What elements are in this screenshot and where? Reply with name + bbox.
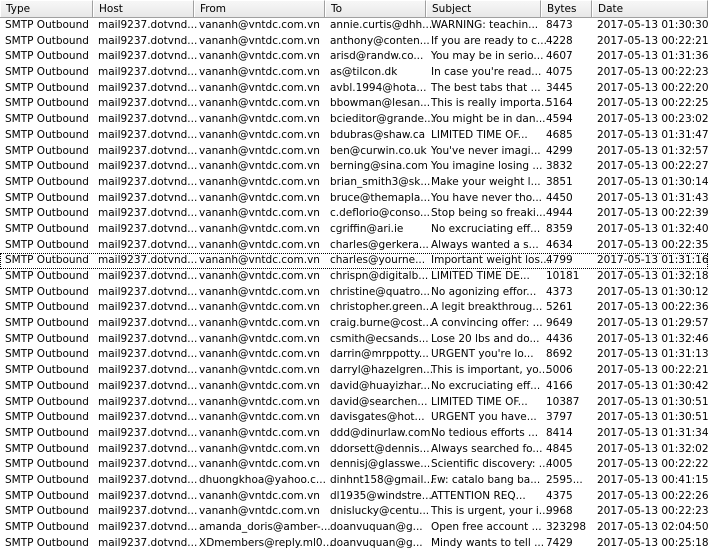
from-cell: vananh@vntdc.com.vn xyxy=(199,505,320,518)
bytes-cell: 4685 xyxy=(546,128,573,141)
host-cell: mail9237.dotvnd... xyxy=(98,285,198,298)
subject-cell: This is urgent, your i... xyxy=(431,505,549,518)
host-cell: mail9237.dotvnd... xyxy=(98,411,198,424)
date-cell: 2017-05-13 01:30:51 xyxy=(597,395,709,408)
type-cell: SMTP Outbound xyxy=(5,191,89,204)
column-header-row xyxy=(0,0,708,18)
from-cell: vananh@vntdc.com.vn xyxy=(199,317,320,330)
to-cell: david@huayizhar... xyxy=(330,379,431,392)
to-cell: bruce@themapla... xyxy=(330,191,431,204)
host-cell: mail9237.dotvnd... xyxy=(98,379,198,392)
to-cell: c.deflorio@conso... xyxy=(330,207,431,220)
date-cell: 2017-05-13 00:22:35 xyxy=(597,238,709,251)
from-cell: vananh@vntdc.com.vn xyxy=(199,379,320,392)
date-cell: 2017-05-13 00:22:27 xyxy=(597,160,709,173)
bytes-cell: 5261 xyxy=(546,301,573,314)
bytes-cell: 2595... xyxy=(546,473,583,486)
from-cell: vananh@vntdc.com.vn xyxy=(199,191,320,204)
from-cell: vananh@vntdc.com.vn xyxy=(199,395,320,408)
date-cell: 2017-05-13 01:31:47 xyxy=(597,128,709,141)
bytes-cell: 323298 xyxy=(546,521,587,533)
bytes-cell: 4944 xyxy=(546,207,573,220)
from-cell: vananh@vntdc.com.vn xyxy=(199,222,320,235)
type-cell: SMTP Outbound xyxy=(5,301,89,314)
bytes-cell: 4450 xyxy=(546,191,573,204)
column-header-host[interactable]: Host xyxy=(93,0,194,17)
subject-cell: Open free account ... xyxy=(431,521,542,533)
date-cell: 2017-05-13 00:22:26 xyxy=(597,489,709,502)
to-cell: ben@curwin.co.uk xyxy=(330,144,427,157)
subject-cell: You may be in serio... xyxy=(431,50,544,63)
date-cell: 2017-05-13 01:31:13 xyxy=(597,348,709,361)
date-cell: 2017-05-13 00:22:21 xyxy=(597,34,709,47)
subject-cell: You might be in dan... xyxy=(431,113,546,126)
type-cell: SMTP Outbound xyxy=(5,128,89,141)
host-cell: mail9237.dotvnd... xyxy=(98,458,198,471)
type-cell: SMTP Outbound xyxy=(5,97,89,110)
to-cell: cgriffin@ari.ie xyxy=(330,222,404,235)
subject-cell: A convincing offer: ... xyxy=(431,317,543,330)
date-cell: 2017-05-13 01:32:18 xyxy=(597,270,709,282)
date-cell: 2017-05-13 01:31:36 xyxy=(597,50,709,63)
host-cell: mail9237.dotvnd... xyxy=(98,81,198,94)
type-cell: SMTP Outbound xyxy=(5,426,89,439)
table-row[interactable] xyxy=(0,238,708,254)
table-row[interactable] xyxy=(0,536,708,551)
table-row[interactable] xyxy=(0,410,708,426)
table-row[interactable] xyxy=(0,457,708,473)
host-cell: mail9237.dotvnd... xyxy=(98,536,198,549)
table-row[interactable] xyxy=(0,363,708,379)
host-cell: mail9237.dotvnd... xyxy=(98,113,198,126)
from-cell: vananh@vntdc.com.vn xyxy=(199,19,320,31)
to-cell: charles@gerkera... xyxy=(330,238,429,251)
to-cell: brian_smith3@sk... xyxy=(330,175,431,188)
date-cell: 2017-05-13 01:30:30 xyxy=(597,19,709,31)
type-cell: SMTP Outbound xyxy=(5,395,89,408)
type-cell: SMTP Outbound xyxy=(5,442,89,455)
from-cell: vananh@vntdc.com.vn xyxy=(199,81,320,94)
to-cell: darryl@hazelgren... xyxy=(330,364,434,377)
host-cell: mail9237.dotvnd... xyxy=(98,160,198,173)
to-cell: annie.curtis@dhh... xyxy=(330,19,433,31)
type-cell: SMTP Outbound xyxy=(5,379,89,392)
host-cell: mail9237.dotvnd... xyxy=(98,332,198,345)
date-cell: 2017-05-13 01:31:43 xyxy=(597,191,709,204)
to-cell: davisgates@hot... xyxy=(330,411,425,424)
date-cell: 2017-05-13 01:32:02 xyxy=(597,442,709,455)
table-row[interactable] xyxy=(0,128,708,144)
to-cell: christine@quatro... xyxy=(330,285,430,298)
subject-cell: URGENT you're lo... xyxy=(431,348,534,361)
bytes-cell: 4228 xyxy=(546,34,573,47)
host-cell: mail9237.dotvnd... xyxy=(98,317,198,330)
from-cell: vananh@vntdc.com.vn xyxy=(199,50,320,63)
host-cell: mail9237.dotvnd... xyxy=(98,144,198,157)
table-row[interactable] xyxy=(0,269,708,285)
subject-cell: LIMITED TIME OF... xyxy=(431,395,528,408)
subject-cell: You imagine losing ... xyxy=(431,160,543,173)
date-cell: 2017-05-13 00:22:23 xyxy=(597,505,709,518)
table-row[interactable] xyxy=(0,159,708,175)
bytes-cell: 4075 xyxy=(546,66,573,79)
table-row[interactable] xyxy=(0,520,708,536)
from-cell: vananh@vntdc.com.vn xyxy=(199,364,320,377)
from-cell: vananh@vntdc.com.vn xyxy=(199,270,320,282)
bytes-cell: 4005 xyxy=(546,458,573,471)
to-cell: csmith@ecsands... xyxy=(330,332,429,345)
table-row[interactable] xyxy=(0,442,708,458)
date-cell: 2017-05-13 01:31:16 xyxy=(597,254,709,267)
to-cell: arisd@randw.co... xyxy=(330,50,424,63)
from-cell: dhuongkhoa@yahoo.c... xyxy=(199,473,326,486)
to-cell: as@tilcon.dk xyxy=(330,66,398,79)
date-cell: 2017-05-13 01:29:57 xyxy=(597,317,709,330)
subject-cell: No excruciating eff... xyxy=(431,222,541,235)
from-cell: vananh@vntdc.com.vn xyxy=(199,285,320,298)
host-cell: mail9237.dotvnd... xyxy=(98,442,198,455)
to-cell: dennisj@glasswe... xyxy=(330,458,431,471)
from-cell: vananh@vntdc.com.vn xyxy=(199,458,320,471)
bytes-cell: 3851 xyxy=(546,175,573,188)
from-cell: vananh@vntdc.com.vn xyxy=(199,332,320,345)
subject-cell: WARNING: teachin... xyxy=(431,19,539,31)
bytes-cell: 5006 xyxy=(546,364,573,377)
bytes-cell: 4373 xyxy=(546,285,573,298)
subject-cell: Stop being so freaki... xyxy=(431,207,546,220)
host-cell: mail9237.dotvnd... xyxy=(98,301,198,314)
host-cell: mail9237.dotvnd... xyxy=(98,364,198,377)
from-cell: vananh@vntdc.com.vn xyxy=(199,66,320,79)
from-cell: vananh@vntdc.com.vn xyxy=(199,442,320,455)
from-cell: XDmembers@reply.ml0... xyxy=(199,536,333,549)
type-cell: SMTP Outbound xyxy=(5,175,89,188)
to-cell: anthony@conten... xyxy=(330,34,430,47)
subject-cell: No tedious efforts ... xyxy=(431,426,539,439)
from-cell: vananh@vntdc.com.vn xyxy=(199,348,320,361)
to-cell: doanvuquan@g... xyxy=(330,521,423,533)
bytes-cell: 3832 xyxy=(546,160,573,173)
table-row[interactable] xyxy=(0,222,708,238)
date-cell: 2017-05-13 01:30:14 xyxy=(597,175,709,188)
to-cell: david@searchen... xyxy=(330,395,428,408)
host-cell: mail9237.dotvnd... xyxy=(98,521,198,533)
bytes-cell: 8414 xyxy=(546,426,573,439)
message-rows xyxy=(0,18,708,551)
table-row[interactable] xyxy=(0,49,708,65)
subject-cell: Important weight los... xyxy=(431,254,550,267)
column-header-bytes[interactable]: Bytes xyxy=(541,0,592,17)
table-row[interactable] xyxy=(0,112,708,128)
subject-cell: URGENT you have... xyxy=(431,411,537,424)
to-cell: charles@yourne... xyxy=(330,254,426,267)
to-cell: avbl.1994@hota... xyxy=(330,81,427,94)
bytes-cell: 10181 xyxy=(546,270,580,282)
bytes-cell: 4166 xyxy=(546,379,573,392)
type-cell: SMTP Outbound xyxy=(5,113,89,126)
to-cell: chrispn@digitalb... xyxy=(330,270,429,282)
table-row[interactable] xyxy=(0,65,708,81)
subject-cell: LIMITED TIME DE... xyxy=(431,270,530,282)
subject-cell: Make your weight l... xyxy=(431,175,541,188)
subject-cell: A legit breakthroug... xyxy=(431,301,543,314)
subject-cell: No excruciating eff... xyxy=(431,379,541,392)
bytes-cell: 4594 xyxy=(546,113,573,126)
bytes-cell: 4799 xyxy=(546,254,573,267)
column-header-to[interactable]: To xyxy=(325,0,426,17)
bytes-cell: 8692 xyxy=(546,348,573,361)
bytes-cell: 7429 xyxy=(546,536,573,549)
bytes-cell: 4845 xyxy=(546,442,573,455)
table-row[interactable] xyxy=(0,96,708,112)
table-row[interactable] xyxy=(0,285,708,301)
table-row[interactable] xyxy=(0,316,708,332)
table-row[interactable] xyxy=(0,81,708,97)
subject-cell: This is really importa... xyxy=(431,97,552,110)
date-cell: 2017-05-13 01:30:12 xyxy=(597,285,709,298)
type-cell: SMTP Outbound xyxy=(5,505,89,518)
subject-cell: ATTENTION REQ... xyxy=(431,489,526,502)
type-cell: SMTP Outbound xyxy=(5,254,89,267)
type-cell: SMTP Outbound xyxy=(5,536,89,549)
table-row[interactable] xyxy=(0,473,708,489)
date-cell: 2017-05-13 00:41:15 xyxy=(597,473,709,486)
type-cell: SMTP Outbound xyxy=(5,285,89,298)
to-cell: dnislucky@centu... xyxy=(330,505,430,518)
bytes-cell: 9649 xyxy=(546,317,573,330)
host-cell: mail9237.dotvnd... xyxy=(98,128,198,141)
host-cell: mail9237.dotvnd... xyxy=(98,254,198,267)
to-cell: bcieditor@grande... xyxy=(330,113,434,126)
bytes-cell: 4299 xyxy=(546,144,573,157)
date-cell: 2017-05-13 01:31:34 xyxy=(597,426,709,439)
bytes-cell: 4634 xyxy=(546,238,573,251)
date-cell: 2017-05-13 00:22:21 xyxy=(597,364,709,377)
bytes-cell: 3445 xyxy=(546,81,573,94)
to-cell: bbowman@lesan... xyxy=(330,97,431,110)
type-cell: SMTP Outbound xyxy=(5,81,89,94)
host-cell: mail9237.dotvnd... xyxy=(98,348,198,361)
type-cell: SMTP Outbound xyxy=(5,489,89,502)
host-cell: mail9237.dotvnd... xyxy=(98,207,198,220)
table-row[interactable] xyxy=(0,332,708,348)
host-cell: mail9237.dotvnd... xyxy=(98,19,198,31)
host-cell: mail9237.dotvnd... xyxy=(98,473,198,486)
host-cell: mail9237.dotvnd... xyxy=(98,50,198,63)
from-cell: vananh@vntdc.com.vn xyxy=(199,97,320,110)
subject-cell: Mindy wants to tell ... xyxy=(431,536,545,549)
from-cell: vananh@vntdc.com.vn xyxy=(199,254,320,267)
to-cell: berning@sina.com xyxy=(330,160,428,173)
type-cell: SMTP Outbound xyxy=(5,364,89,377)
type-cell: SMTP Outbound xyxy=(5,222,89,235)
to-cell: darrin@mrppotty... xyxy=(330,348,429,361)
to-cell: dl1935@windstre... xyxy=(330,489,432,502)
bytes-cell: 4607 xyxy=(546,50,573,63)
table-row[interactable] xyxy=(0,300,708,316)
from-cell: vananh@vntdc.com.vn xyxy=(199,113,320,126)
table-row[interactable] xyxy=(0,504,708,520)
host-cell: mail9237.dotvnd... xyxy=(98,97,198,110)
date-cell: 2017-05-13 00:25:18 xyxy=(597,536,709,549)
date-cell: 2017-05-13 00:22:23 xyxy=(597,66,709,79)
subject-cell: This is important, yo... xyxy=(431,364,549,377)
host-cell: mail9237.dotvnd... xyxy=(98,66,198,79)
to-cell: bdubras@shaw.ca xyxy=(330,128,426,141)
from-cell: vananh@vntdc.com.vn xyxy=(199,489,320,502)
type-cell: SMTP Outbound xyxy=(5,144,89,157)
from-cell: vananh@vntdc.com.vn xyxy=(199,34,320,47)
type-cell: SMTP Outbound xyxy=(5,458,89,471)
bytes-cell: 8473 xyxy=(546,19,573,31)
date-cell: 2017-05-13 00:22:39 xyxy=(597,207,709,220)
date-cell: 2017-05-13 00:22:36 xyxy=(597,301,709,314)
type-cell: SMTP Outbound xyxy=(5,332,89,345)
to-cell: christopher.green... xyxy=(330,301,433,314)
date-cell: 2017-05-13 01:32:57 xyxy=(597,144,709,157)
table-row[interactable] xyxy=(0,144,708,160)
type-cell: SMTP Outbound xyxy=(5,238,89,251)
table-row[interactable] xyxy=(0,175,708,191)
table-row[interactable] xyxy=(0,191,708,207)
host-cell: mail9237.dotvnd... xyxy=(98,505,198,518)
from-cell: vananh@vntdc.com.vn xyxy=(199,207,320,220)
to-cell: ddd@dinurlaw.com xyxy=(330,426,431,439)
from-cell: vananh@vntdc.com.vn xyxy=(199,160,320,173)
from-cell: vananh@vntdc.com.vn xyxy=(199,144,320,157)
to-cell: dinhnt158@gmail.... xyxy=(330,473,437,486)
bytes-cell: 8359 xyxy=(546,222,573,235)
subject-cell: Scientific discovery: ... xyxy=(431,458,549,471)
table-row[interactable] xyxy=(0,206,708,222)
host-cell: mail9237.dotvnd... xyxy=(98,34,198,47)
table-row[interactable] xyxy=(0,34,708,50)
host-cell: mail9237.dotvnd... xyxy=(98,222,198,235)
type-cell: SMTP Outbound xyxy=(5,473,89,486)
type-cell: SMTP Outbound xyxy=(5,19,89,31)
table-row[interactable] xyxy=(0,379,708,395)
to-cell: craig.burne@cost... xyxy=(330,317,433,330)
column-header-from[interactable]: From xyxy=(194,0,325,17)
from-cell: vananh@vntdc.com.vn xyxy=(199,175,320,188)
from-cell: amanda_doris@amber-... xyxy=(199,521,331,533)
type-cell: SMTP Outbound xyxy=(5,66,89,79)
subject-cell: In case you're read... xyxy=(431,66,542,79)
host-cell: mail9237.dotvnd... xyxy=(98,395,198,408)
table-row[interactable] xyxy=(0,18,708,34)
type-cell: SMTP Outbound xyxy=(5,411,89,424)
host-cell: mail9237.dotvnd... xyxy=(98,426,198,439)
type-cell: SMTP Outbound xyxy=(5,34,89,47)
date-cell: 2017-05-13 00:22:22 xyxy=(597,458,709,471)
table-row[interactable] xyxy=(0,426,708,442)
type-cell: SMTP Outbound xyxy=(5,317,89,330)
host-cell: mail9237.dotvnd... xyxy=(98,191,198,204)
type-cell: SMTP Outbound xyxy=(5,521,89,533)
from-cell: vananh@vntdc.com.vn xyxy=(199,128,320,141)
subject-cell: You've never imagi... xyxy=(431,144,541,157)
bytes-cell: 4436 xyxy=(546,332,573,345)
bytes-cell: 9968 xyxy=(546,505,573,518)
type-cell: SMTP Outbound xyxy=(5,160,89,173)
from-cell: vananh@vntdc.com.vn xyxy=(199,238,320,251)
type-cell: SMTP Outbound xyxy=(5,348,89,361)
subject-cell: You have never tho... xyxy=(431,191,543,204)
date-cell: 2017-05-13 02:04:50 xyxy=(597,521,709,533)
table-row[interactable] xyxy=(0,489,708,505)
date-cell: 2017-05-13 00:23:02 xyxy=(597,113,709,126)
host-cell: mail9237.dotvnd... xyxy=(98,238,198,251)
subject-cell: Fw: catalo bang ba... xyxy=(431,473,541,486)
from-cell: vananh@vntdc.com.vn xyxy=(199,301,320,314)
column-header-date[interactable]: Date xyxy=(592,0,708,17)
subject-cell: Always searched fo... xyxy=(431,442,543,455)
to-cell: ddorsett@dennis... xyxy=(330,442,430,455)
column-header-subject[interactable]: Subject xyxy=(426,0,541,17)
date-cell: 2017-05-13 01:30:51 xyxy=(597,411,709,424)
table-row[interactable] xyxy=(0,347,708,363)
host-cell: mail9237.dotvnd... xyxy=(98,270,198,282)
to-cell: doanvuquan@g... xyxy=(330,536,423,549)
type-cell: SMTP Outbound xyxy=(5,270,89,282)
bytes-cell: 5164 xyxy=(546,97,573,110)
date-cell: 2017-05-13 01:32:40 xyxy=(597,222,709,235)
subject-cell: Always wanted a s... xyxy=(431,238,539,251)
date-cell: 2017-05-13 01:30:42 xyxy=(597,379,709,392)
from-cell: vananh@vntdc.com.vn xyxy=(199,411,320,424)
subject-cell: LIMITED TIME OF... xyxy=(431,128,528,141)
from-cell: vananh@vntdc.com.vn xyxy=(199,426,320,439)
bytes-cell: 3797 xyxy=(546,411,573,424)
column-header-type[interactable]: Type xyxy=(0,0,93,17)
host-cell: mail9237.dotvnd... xyxy=(98,175,198,188)
bytes-cell: 4375 xyxy=(546,489,573,502)
table-row[interactable] xyxy=(0,395,708,411)
bytes-cell: 10387 xyxy=(546,395,580,408)
type-cell: SMTP Outbound xyxy=(5,207,89,220)
subject-cell: No agonizing effor... xyxy=(431,285,537,298)
date-cell: 2017-05-13 01:32:46 xyxy=(597,332,709,345)
host-cell: mail9237.dotvnd... xyxy=(98,489,198,502)
table-row-selected[interactable] xyxy=(0,253,708,269)
date-cell: 2017-05-13 00:22:25 xyxy=(597,97,709,110)
subject-cell: The best tabs that ... xyxy=(431,81,541,94)
date-cell: 2017-05-13 00:22:20 xyxy=(597,81,709,94)
type-cell: SMTP Outbound xyxy=(5,50,89,63)
subject-cell: If you are ready to c... xyxy=(431,34,547,47)
subject-cell: Lose 20 lbs and do... xyxy=(431,332,540,345)
